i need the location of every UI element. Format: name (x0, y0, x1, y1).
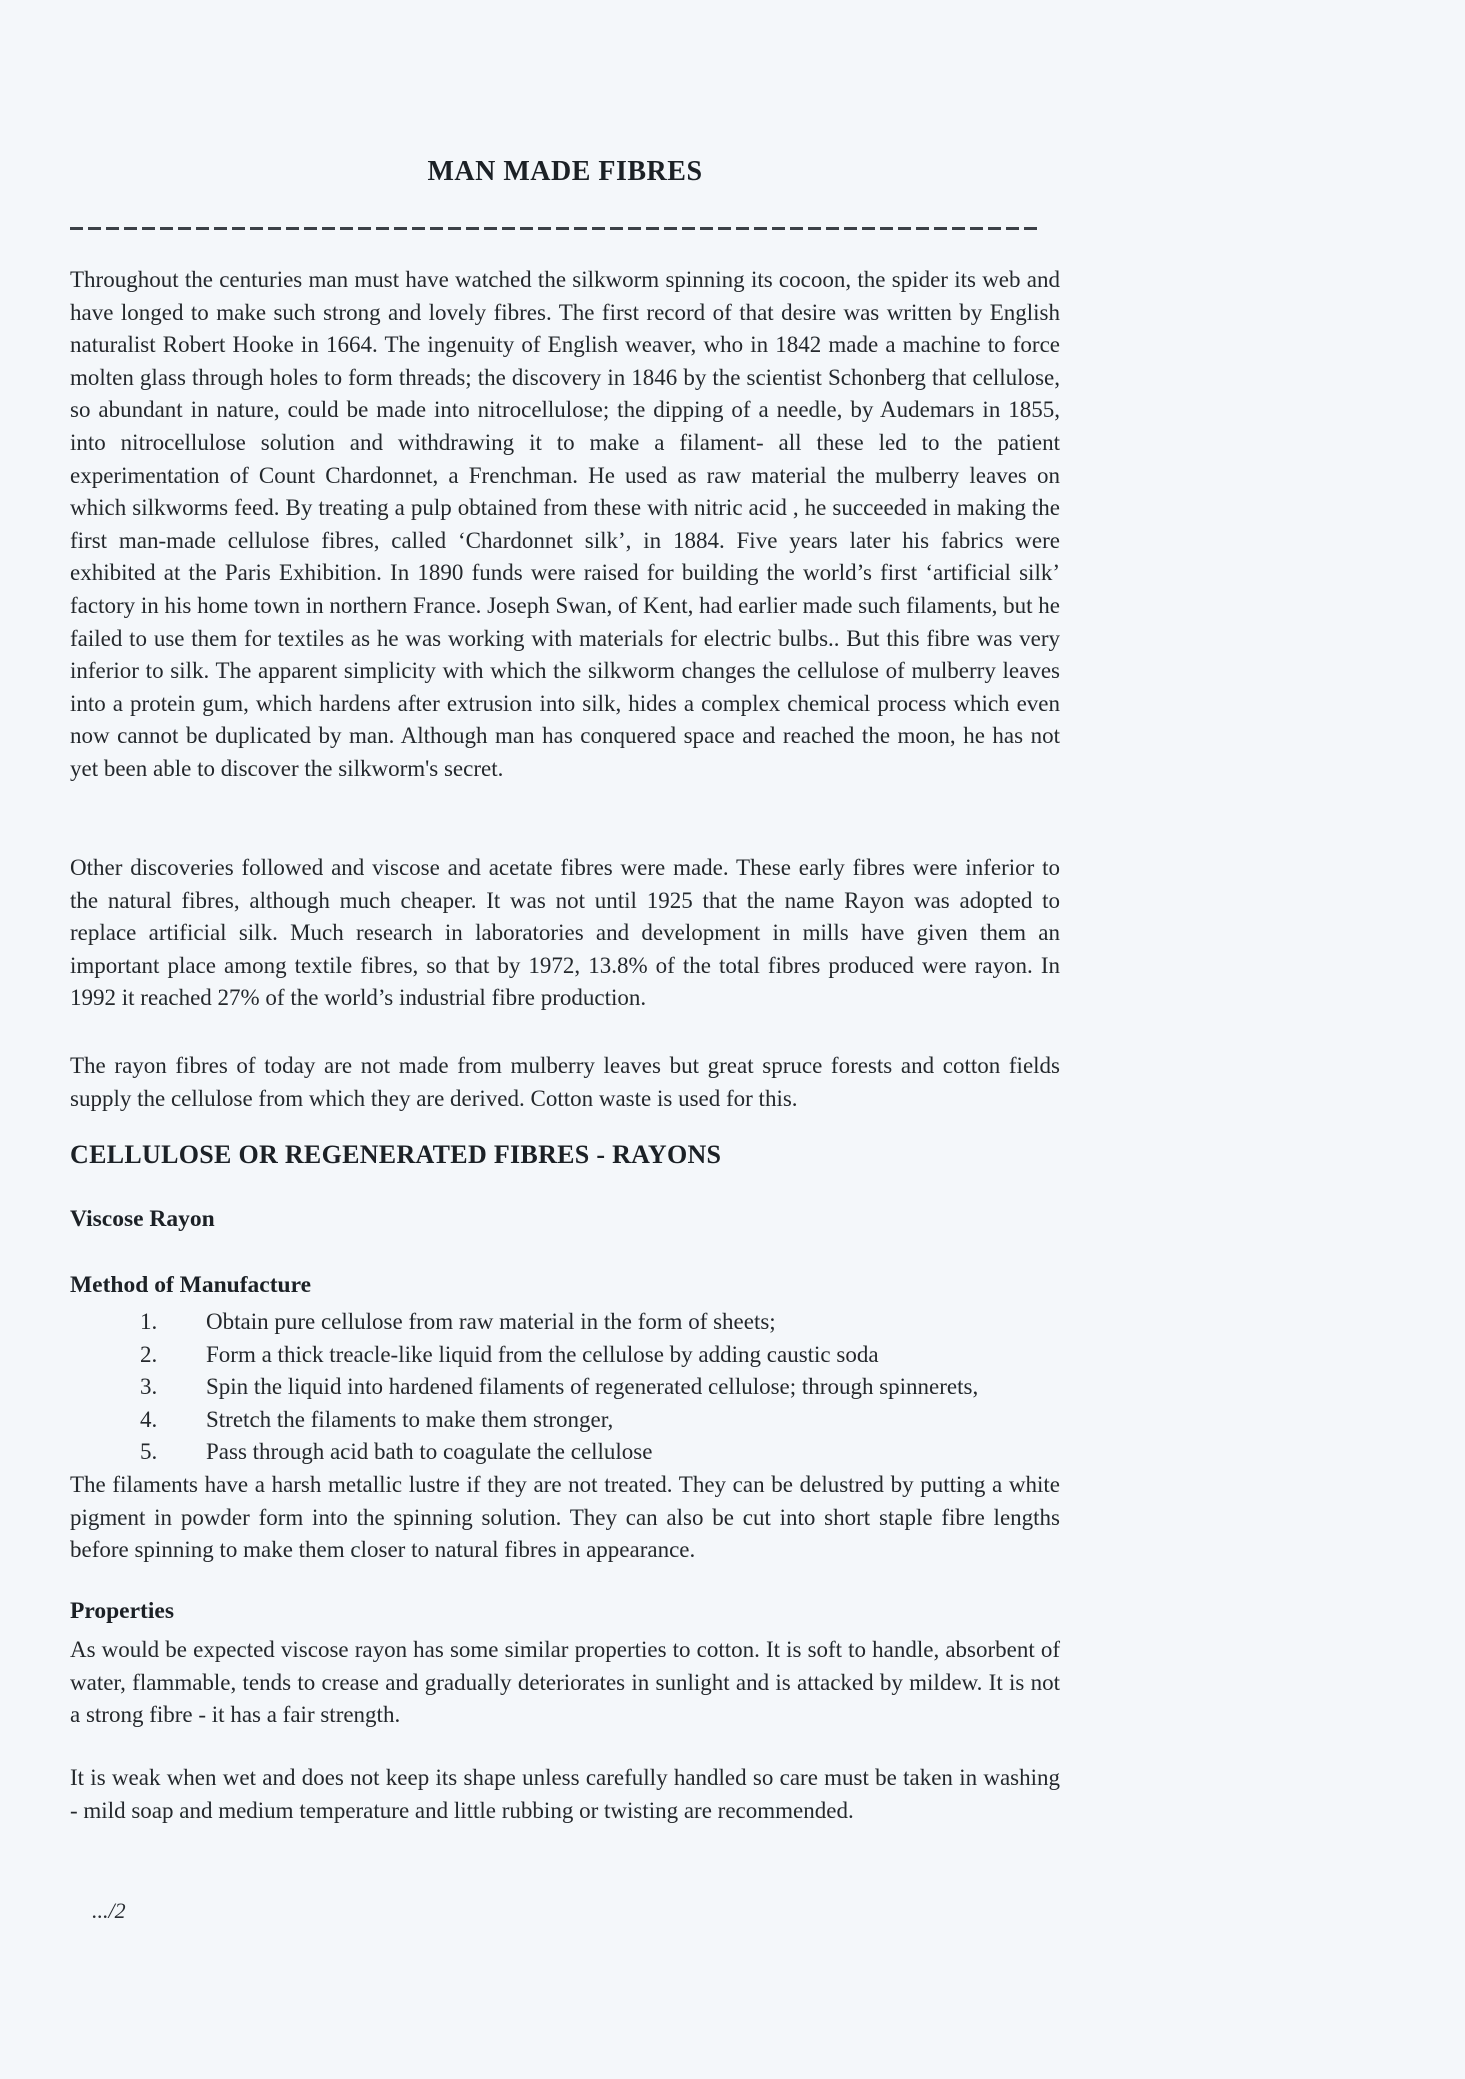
step-text: Spin the liquid into hardened filaments of regenerated cellulose; through spinnerets, (206, 1374, 979, 1400)
method-step-2 (70, 1339, 1060, 1372)
page-title: MAN MADE FIBRES (427, 156, 703, 187)
dashed-divider-line (70, 227, 1038, 230)
subsection-heading-viscose-rayon: Viscose Rayon (70, 1206, 215, 1232)
section-heading-cellulose-rayons: CELLULOSE OR REGENERATED FIBRES - RAYONS (70, 1140, 722, 1169)
intro-paragraph-2: Other discoveries followed and viscose and acetate fibres were made. These early fibres were inferior to the natural fibres, although much cheaper. It was not until 1925 that the name Rayon was adopted to replace artificial silk. Much research in laboratories and development in mills have given them an important place among textile fibres, so that by 1972, 13.8% of the total fibres produced were rayon. In 1992 it reached 27% of the world’s industrial fibre production. (70, 855, 1060, 1011)
method-step-1 (70, 1306, 1060, 1339)
subsection-heading-method-of-manufacture: Method of Manufacture (70, 1272, 312, 1298)
step-number: 3. (140, 1374, 158, 1400)
method-step-3 (70, 1371, 1060, 1404)
method-step-5 (70, 1436, 1060, 1469)
properties-paragraph-1: As would be expected viscose rayon has some similar properties to cotton. It is soft to handle, absorbent of water, flammable, tends to crease and gradually deteriorates in sunlight and is attacked by mildew. It is not a strong fibre - it has a fair strength. (70, 1637, 1060, 1728)
step-text: Form a thick treacle-like liquid from the cellulose by adding caustic soda (206, 1341, 879, 1367)
step-text: Obtain pure cellulose from raw material in the form of sheets; (206, 1309, 776, 1334)
method-step-4 (70, 1404, 1060, 1437)
step-text: Stretch the filaments to make them stronger, (206, 1406, 614, 1432)
step-text: Pass through acid bath to coagulate the cellulose (206, 1439, 653, 1465)
step-number: 4. (140, 1406, 158, 1432)
step-number: 1. (140, 1309, 158, 1334)
method-after-paragraph: The filaments have a harsh metallic lustre if they are not treated. They can be delustred by putting a white pigment in powder form into the spinning solution. They can also be cut into short staple fibre lengths before spinning to make them closer to natural fibres in appearance. (70, 1472, 1060, 1563)
method-steps-list (70, 1306, 1060, 1469)
page-continuation-number: .../2 (92, 1898, 126, 1923)
step-number: 5. (140, 1439, 158, 1465)
subsection-heading-properties: Properties (70, 1598, 174, 1624)
step-number: 2. (140, 1341, 158, 1367)
intro-paragraph-1: Throughout the centuries man must have watched the silkworm spinning its cocoon, the spider its web and have longed to make such strong and lovely fibres. The first record of that desire was written by English naturalist Robert Hooke in 1664. The ingenuity of English weaver, who in 1842 made a machine to force molten glass through holes to form threads; the discovery in 1846 by the scientist Schonberg that cellulose, so abundant in nature, could be made into nitrocellulose; the dipping of a needle, by Audemars in 1855, into nitrocellulose solution and withdrawing it to make a filament- all these led to the patient experimentation of Count Chardonnet, a Frenchman. He used as raw material the mulberry leaves on which silkworms feed. By treating a pulp obtained from these with nitric acid , he succeeded in making the first man-made cellulose fibres, called ‘Chardonnet silk’, in 1884. Five years later his fabrics were exhibited at the Paris Exhibition. In 1890 funds were raised for building the world’s first ‘artificial silk’ factory in his home town in northern France. Joseph Swan, of Kent, had earlier made such filaments, but he failed to use them for textiles as he was working with materials for electric bulbs.. But this fibre was very inferior to silk. The apparent simplicity with which the silkworm changes the cellulose of mulberry leaves into a protein gum, which hardens after extrusion into silk, hides a complex chemical process which even now cannot be duplicated by man. Although man has conquered space and reached the moon, he has not yet been able to discover the silkworm's secret. (70, 267, 1061, 781)
intro-paragraph-3: The rayon fibres of today are not made from mulberry leaves but great spruce forests and cotton fields supply the cellulose from which they are derived. Cotton waste is used for this. (70, 1053, 1060, 1111)
properties-paragraph-2: It is weak when wet and does not keep its shape unless carefully handled so care must be taken in washing - mild soap and medium temperature and little rubbing or twisting are recommended. (70, 1765, 1060, 1823)
